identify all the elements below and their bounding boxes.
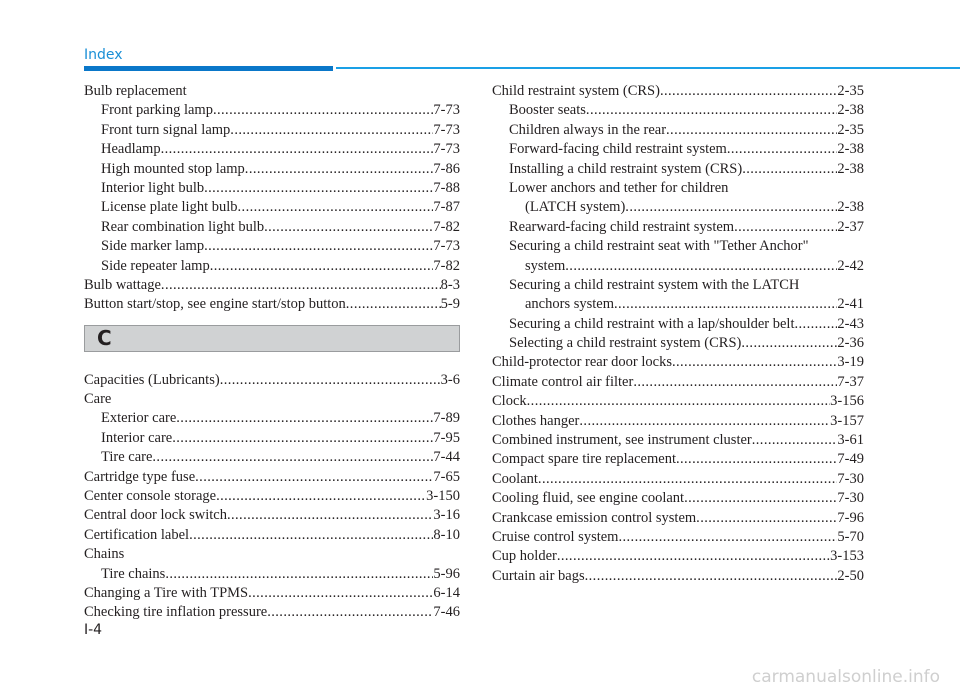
dot-leader (152, 448, 433, 467)
index-entry-page: 3-61 (837, 432, 864, 449)
index-entry-text: Button start/stop, see engine start/stop button (84, 296, 346, 313)
dot-leader (696, 509, 837, 528)
dot-leader (527, 392, 831, 411)
index-entry-text: Certification label (84, 526, 190, 543)
dot-leader (204, 237, 433, 256)
index-entry (84, 584, 460, 603)
index-entry-page: 5-9 (440, 296, 460, 313)
index-entry (84, 121, 460, 140)
index-entry-text: Capacities (Lubricants) (84, 371, 220, 388)
index-entry-page: 2-50 (837, 567, 864, 584)
index-entry-text: Combined instrument, see instrument cluster (492, 432, 752, 449)
index-entry-text: Forward-facing child restraint system (509, 141, 727, 158)
index-entry-page: 8-10 (433, 526, 460, 543)
index-entry-page: 2-42 (837, 257, 864, 274)
index-right-column (492, 82, 864, 586)
index-entry-page: 7-82 (433, 257, 460, 274)
index-entry-page: 7-73 (433, 102, 460, 119)
index-entry (84, 506, 460, 525)
dot-leader (267, 603, 433, 622)
index-entry (492, 198, 864, 217)
index-entry-text: Side repeater lamp (101, 257, 210, 274)
dot-leader (557, 547, 830, 566)
index-entry (84, 198, 460, 217)
index-entry (492, 334, 864, 353)
index-entry-page: 6-14 (433, 584, 460, 601)
index-entry (84, 218, 460, 237)
index-entry-page: 7-89 (433, 410, 460, 427)
dot-leader (625, 198, 837, 217)
index-entry-text: Changing a Tire with TPMS (84, 584, 249, 601)
index-entry-text: Children always in the rear (509, 121, 667, 138)
header-rule-line (336, 67, 960, 69)
index-entry-text: Child-protector rear door locks (492, 354, 672, 371)
index-entry-page: 7-95 (433, 429, 460, 446)
index-entry-page: 3-157 (830, 412, 864, 429)
index-entry-text: anchors system (525, 296, 614, 313)
index-entry-page: 2-35 (837, 83, 864, 99)
index-entry: Care (84, 391, 112, 408)
index-entry (84, 409, 460, 428)
index-entry-text: Side marker lamp (101, 238, 205, 255)
index-entry (492, 392, 864, 411)
dot-leader (220, 371, 441, 390)
index-entry (84, 487, 460, 506)
index-entry (492, 140, 864, 159)
dot-leader (585, 567, 838, 586)
index-entry-text: Tire chains (101, 565, 166, 582)
index-entry-page: 3-153 (830, 548, 864, 565)
dot-leader (741, 334, 837, 353)
index-entry (492, 470, 864, 489)
index-entry-text: Installing a child restraint system (CRS) (509, 160, 743, 177)
index-entry (492, 567, 864, 586)
index-entry-page: 5-96 (433, 565, 460, 582)
dot-leader (189, 526, 433, 545)
index-entry (492, 160, 864, 179)
index-entry-page: 2-38 (837, 102, 864, 119)
dot-leader (684, 489, 837, 508)
dot-leader (565, 257, 837, 276)
index-entry-page: 7-37 (837, 373, 864, 390)
dot-leader (660, 82, 837, 101)
index-entry-text: Bulb wattage (84, 276, 161, 293)
index-entry: Securing a child restraint system with the LATCH (509, 276, 800, 293)
index-entries-c-section-continued (492, 82, 864, 586)
dot-leader (727, 140, 838, 159)
index-entry (492, 218, 864, 237)
index-entry-text: Checking tire inflation pressure (84, 604, 268, 621)
index-entry-text: Clothes hanger (492, 412, 580, 429)
index-entry-text: Clock (492, 393, 527, 410)
dot-leader (734, 218, 837, 237)
section-letter-heading: C (84, 325, 460, 352)
dot-leader (204, 179, 433, 198)
index-entry (492, 489, 864, 508)
dot-leader (633, 373, 837, 392)
index-entry (492, 547, 864, 566)
dot-leader (227, 506, 433, 525)
dot-leader (216, 487, 426, 506)
index-entry (492, 315, 864, 334)
index-entry-text: Booster seats (509, 102, 586, 119)
index-entry-page: 7-73 (433, 238, 460, 255)
index-entry-page: 3-150 (426, 488, 460, 505)
index-entry-text: Compact spare tire replacement (492, 451, 676, 468)
index-entry-text: (LATCH system) (525, 199, 626, 216)
index-entry-page: 7-46 (433, 604, 460, 621)
index-entry-text: Center console storage (84, 488, 217, 505)
dot-leader (238, 198, 434, 217)
dot-leader (538, 470, 837, 489)
index-left-column (84, 82, 460, 623)
index-entry-text: Tire care (101, 449, 153, 466)
index-entry-page: 3-19 (837, 354, 864, 371)
index-entry-page: 2-37 (837, 218, 864, 235)
index-header-title: Index (84, 47, 123, 63)
index-entry-text: Coolant (492, 470, 538, 487)
index-entry (492, 528, 864, 547)
index-entry (84, 237, 460, 256)
dot-leader (264, 218, 433, 237)
index-entry (84, 295, 460, 314)
index-entry-text: Cooling fluid, see engine coolant (492, 490, 685, 507)
index-entry-page: 3-156 (830, 393, 864, 410)
index-entry-text: Cartridge type fuse (84, 468, 196, 485)
dot-leader (676, 450, 837, 469)
index-entry-text: License plate light bulb (101, 199, 238, 216)
index-entry-text: Rear combination light bulb (101, 218, 265, 235)
index-entry-page: 2-38 (837, 199, 864, 216)
index-entry: Securing a child restraint seat with "Tether Anchor" (509, 238, 809, 255)
index-entry-text: Cruise control system (492, 528, 619, 545)
index-entry-page: 2-38 (837, 160, 864, 177)
index-entry-text: Securing a child restraint with a lap/shoulder belt (509, 315, 795, 332)
dot-leader (795, 315, 838, 334)
dot-leader (213, 101, 433, 120)
dot-leader (752, 431, 838, 450)
index-entry: Lower anchors and tether for children (509, 179, 729, 196)
header-accent-bar (84, 66, 333, 71)
index-entries-b-section (84, 82, 460, 315)
dot-leader (195, 468, 433, 487)
index-entry-text: Front turn signal lamp (101, 121, 231, 138)
index-entry (84, 448, 460, 467)
index-entry-page: 2-43 (837, 315, 864, 332)
index-entry-page: 7-44 (433, 449, 460, 466)
index-entry (84, 160, 460, 179)
index-entry (492, 295, 864, 314)
dot-leader (672, 353, 837, 372)
index-entry-text: Crankcase emission control system (492, 509, 697, 526)
page-number: I-4 (84, 622, 103, 638)
index-entry (84, 468, 460, 487)
index-entry (492, 101, 864, 120)
index-entry (84, 603, 460, 622)
index-entry-page: 7-87 (433, 199, 460, 216)
index-entry (84, 276, 460, 295)
index-entry (84, 179, 460, 198)
index-entry-page: 7-73 (433, 141, 460, 158)
index-entry-page: 2-41 (837, 296, 864, 313)
index-entry-page: 7-30 (837, 470, 864, 487)
index-entry-text: Rearward-facing child restraint system (509, 218, 735, 235)
index-entry-text: Child restraint system (CRS) (492, 83, 660, 99)
index-entry-text: Headlamp (101, 141, 161, 158)
dot-leader (230, 121, 433, 140)
dot-leader (161, 276, 441, 295)
index-entry-page: 2-35 (837, 121, 864, 138)
dot-leader (161, 140, 434, 159)
index-entry-page: 7-65 (433, 468, 460, 485)
index-entry-page: 5-70 (837, 528, 864, 545)
index-entry-page: 2-36 (837, 335, 864, 352)
index-entry-page: 7-88 (433, 179, 460, 196)
dot-leader (618, 528, 837, 547)
index-entry (492, 450, 864, 469)
index-entry: Chains (84, 546, 125, 563)
dot-leader (248, 584, 433, 603)
dot-leader (210, 257, 434, 276)
index-entry-page: 7-73 (433, 121, 460, 138)
index-entry (492, 509, 864, 528)
dot-leader (666, 121, 837, 140)
dot-leader (742, 160, 837, 179)
index-entry (84, 257, 460, 276)
index-entry-text: Central door lock switch (84, 507, 227, 524)
index-entry (84, 429, 460, 448)
index-entry (492, 257, 864, 276)
dot-leader (586, 101, 837, 120)
dot-leader (346, 295, 441, 314)
index-entry-text: High mounted stop lamp (101, 160, 245, 177)
index-entry-text: Curtain air bags (492, 567, 585, 584)
index-entry (84, 565, 460, 584)
index-entry-page: 7-30 (837, 490, 864, 507)
index-entry-page: 7-82 (433, 218, 460, 235)
index-entry-text: Climate control air filter (492, 373, 634, 390)
dot-leader (172, 429, 433, 448)
index-entry: Bulb replacement (84, 83, 187, 99)
index-entry-text: Interior care (101, 429, 173, 446)
index-entry (492, 373, 864, 392)
index-entry (84, 140, 460, 159)
watermark: carmanualsonline.info (751, 667, 940, 687)
index-entry-text: Cup holder (492, 548, 557, 565)
index-entry-page: 7-86 (433, 160, 460, 177)
index-entry (492, 412, 864, 431)
index-entries-c-section (84, 371, 460, 623)
dot-leader (176, 409, 433, 428)
index-entry (84, 101, 460, 120)
dot-leader (165, 565, 433, 584)
index-entry-text: Interior light bulb (101, 179, 205, 196)
index-entry (84, 526, 460, 545)
index-entry-text: Front parking lamp (101, 102, 213, 119)
dot-leader (245, 160, 434, 179)
index-entry-page: 7-96 (837, 509, 864, 526)
index-entry (84, 371, 460, 390)
index-entry (492, 82, 864, 101)
index-entry-text: Selecting a child restraint system (CRS) (509, 335, 742, 352)
index-entry (492, 121, 864, 140)
index-entry-page: 3-6 (440, 371, 460, 388)
index-entry-text: Exterior care (101, 410, 177, 427)
index-entry-page: 2-38 (837, 141, 864, 158)
index-entry-page: 7-49 (837, 451, 864, 468)
index-entry-page: 8-3 (440, 276, 460, 293)
dot-leader (614, 295, 837, 314)
index-entry (492, 353, 864, 372)
index-entry (492, 431, 864, 450)
index-entry-text: system (525, 257, 566, 274)
index-entry-page: 3-16 (433, 507, 460, 524)
dot-leader (579, 412, 830, 431)
